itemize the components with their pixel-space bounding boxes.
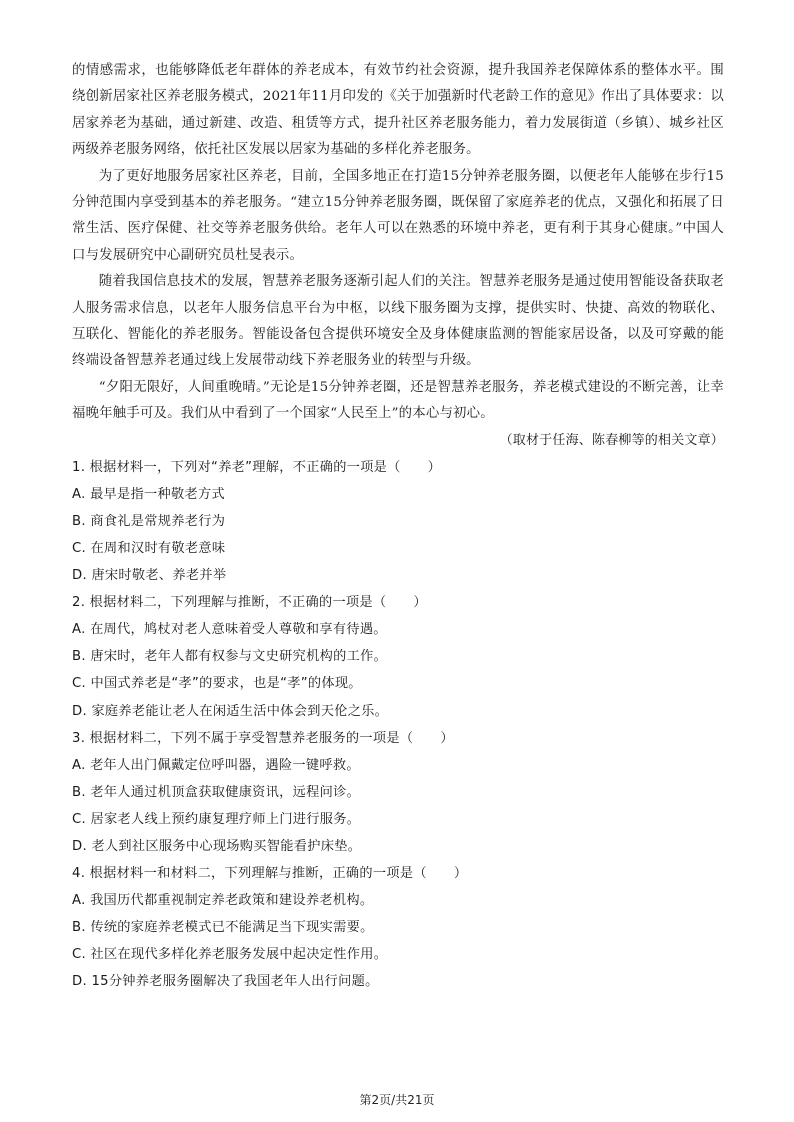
passage-paragraph: “夕阳无限好，人间重晚晴。”无论是15分钟养老圈，还是智慧养老服务，养老模式建设的不断完善，让幸福晚年触手可及。我们从中看到了一个国家“人民至上”的本心与初心。 (72, 379, 724, 422)
option-b: B. 商食礼是常规养老行为 (72, 513, 226, 529)
option-b: B. 唐宋时，老年人都有权参与文史研究机构的工作。 (72, 649, 388, 665)
passage-paragraph: 随着我国信息技术的发展，智慧养老服务逐渐引起人们的关注。智慧养老服务是通过使用智能设备获取老人服务需求信息，以老年人服务信息平台为中枢，以线下服务圈为支撑，提供实时、快捷、高效的物联化、互联化、智能化的养老服务。智能设备包含提供环境安全及身体健康监测的智能家居设备，以及可穿戴的能终端设备智慧养老通过线上发展带动线下养老服务业的转型与升级。 (72, 274, 724, 369)
option-b: B. 老年人通过机顶盒获取健康资讯，远程问诊。 (72, 784, 361, 800)
option-d: D. 唐宋时敬老、养老并举 (72, 568, 227, 584)
source-citation: （取材于任海、陈春柳等的相关文章） (499, 432, 724, 448)
option-b: B. 传统的家庭养老模式已不能满足当下现实需要。 (72, 920, 374, 936)
question-3 (72, 725, 724, 860)
option-c: C. 中国式养老是“孝”的要求，也是“孝”的体现。 (72, 676, 362, 692)
question-stem: 2. 根据材料二，下列理解与推断，不正确的一项是（ ） (72, 595, 427, 611)
option-a: A. 最早是指一种敬老方式 (72, 486, 225, 502)
option-c: C. 社区在现代多样化养老服务发展中起决定性作用。 (72, 947, 388, 963)
option-d: D. 15分钟养老服务圈解决了我国老年人出行问题。 (72, 974, 379, 990)
question-stem: 3. 根据材料二，下列不属于享受智慧养老服务的一项是（ ） (72, 730, 454, 746)
passage-paragraph: 为了更好地服务居家社区养老，目前，全国多地正在打造15分钟养老服务圈，以便老年人能够在步行15分钟范围内享受到基本的养老服务。“建立15分钟养老服务圈，既保留了家庭养老的优点，又强化和拓展了日常生活、医疗保健、社交等养老服务供给。老年人可以在熟悉的环境中养老，更有利于其身心健康。”中国人口与发展研究中心副研究员杜旻表示。 (72, 168, 724, 263)
option-a: A. 我国历代都重视制定养老政策和建设养老机构。 (72, 893, 374, 909)
page-content (72, 58, 724, 996)
page-number: 第2页/共21页 (359, 1093, 435, 1107)
question-stem: 1. 根据材料一，下列对“养老”理解，不正确的一项是（ ） (72, 459, 442, 475)
question-4 (72, 860, 724, 995)
option-a: A. 老年人出门佩戴定位呼叫器，遇险一键呼救。 (72, 757, 360, 773)
question-1 (72, 454, 724, 589)
passage-paragraph: 的情感需求，也能够降低老年群体的养老成本，有效节约社会资源，提升我国养老保障体系的整体水平。围绕创新居家社区养老服务模式，2021年11月印发的《关于加强新时代老龄工作的意见》作出了具体要求：以居家养老为基础，通过新建、改造、租赁等方式，提升社区养老服务能力，着力发展街道（乡镇）、城乡社区两级养老服务网络，依托社区发展以居家为基础的多样化养老服务。 (72, 63, 724, 158)
option-a: A. 在周代，鸠杖对老人意味着受人尊敬和享有待遇。 (72, 622, 387, 638)
option-c: C. 在周和汉时有敬老意味 (72, 540, 226, 556)
option-c: C. 居家老人线上预约康复理疗师上门进行服务。 (72, 811, 361, 827)
question-stem: 4. 根据材料一和材料二，下列理解与推断，正确的一项是（ ） (72, 866, 468, 882)
question-2 (72, 589, 724, 724)
option-d: D. 老人到社区服务中心现场购买智能看护床垫。 (72, 839, 362, 854)
option-d: D. 家庭养老能让老人在闲适生活中体会到天伦之乐。 (72, 703, 389, 719)
